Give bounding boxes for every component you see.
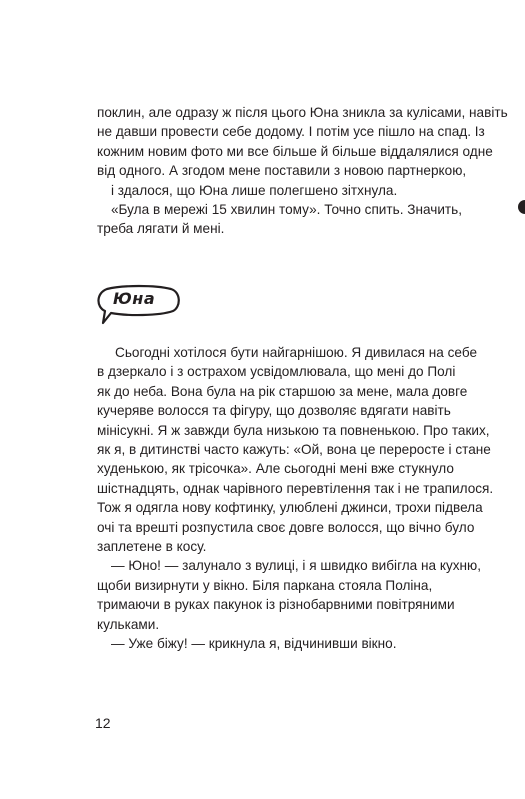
chapter-speech-bubble xyxy=(93,283,183,327)
text-line: кульками. xyxy=(97,616,160,632)
text-line: і здалося, що Юна лише полегшено зітхнула. xyxy=(111,182,398,198)
text-line: худенькою, як трісочка». Але сьогодні мені вже стукнуло xyxy=(97,461,454,477)
text-line: кожним новим фото ми все більше й більше віддалялися одне xyxy=(97,143,493,159)
text-line: від одного. А згодом мене поставили з новою партнеркою, xyxy=(97,163,467,179)
text-line: тримаючи в руках пакунок із різнобарвними повітряними xyxy=(97,597,455,613)
top-paragraph-block xyxy=(97,103,508,239)
text-line: очі та врешті розпустила своє довге волосся, що вічно було xyxy=(97,519,475,535)
text-line: треба лягати й мені. xyxy=(97,221,225,237)
text-line: щоби визирнути у вікно. Біля паркана стояла Поліна, xyxy=(97,577,433,593)
speech-bubble-label: Юна xyxy=(113,289,156,308)
main-paragraph-block xyxy=(97,343,494,654)
text-line: як до неба. Вона була на рік старшою за мене, мала довге xyxy=(97,383,468,399)
text-line: як я, в дитинстві часто кажуть: «Ой, вона це переросте і стане xyxy=(97,442,491,458)
text-line: — Юно! — залунало з вулиці, і я швидко вибігла на кухню, xyxy=(111,558,482,574)
text-line: Сьогодні хотілося бути найгарнішою. Я дивилася на себе xyxy=(115,345,478,360)
text-line: шістнадцять, однак чарівного перевтілення так і не трапилося. xyxy=(97,480,494,496)
page-number: 12 xyxy=(95,715,111,731)
text-line: Тож я одягла нову кофтинку, улюблені джинси, трохи підвела xyxy=(97,500,483,516)
text-line: заплетене в косу. xyxy=(97,539,207,555)
text-line: кучеряве волосся та фігуру, що дозволяє вдягати навіть xyxy=(97,403,451,419)
text-line: «Була в мережі 15 хвилин тому». Точно спить. Значить, xyxy=(111,202,463,218)
text-line: — Уже біжу! — крикнула я, відчинивши вікно. xyxy=(111,636,397,652)
text-line: не давши провести себе додому. І потім усе пішло на спад. Із xyxy=(97,124,485,140)
text-line: поклин, але одразу ж після цього Юна зникла за кулісами, навіть xyxy=(97,105,508,120)
text-line: в дзеркало і з острахом усвідомлювала, що мені до Полі xyxy=(97,364,456,380)
text-line: мінісукні. Я ж завжди була низькою та повненькою. Про таких, xyxy=(97,422,490,438)
page-edge-tab-mark xyxy=(518,200,525,214)
